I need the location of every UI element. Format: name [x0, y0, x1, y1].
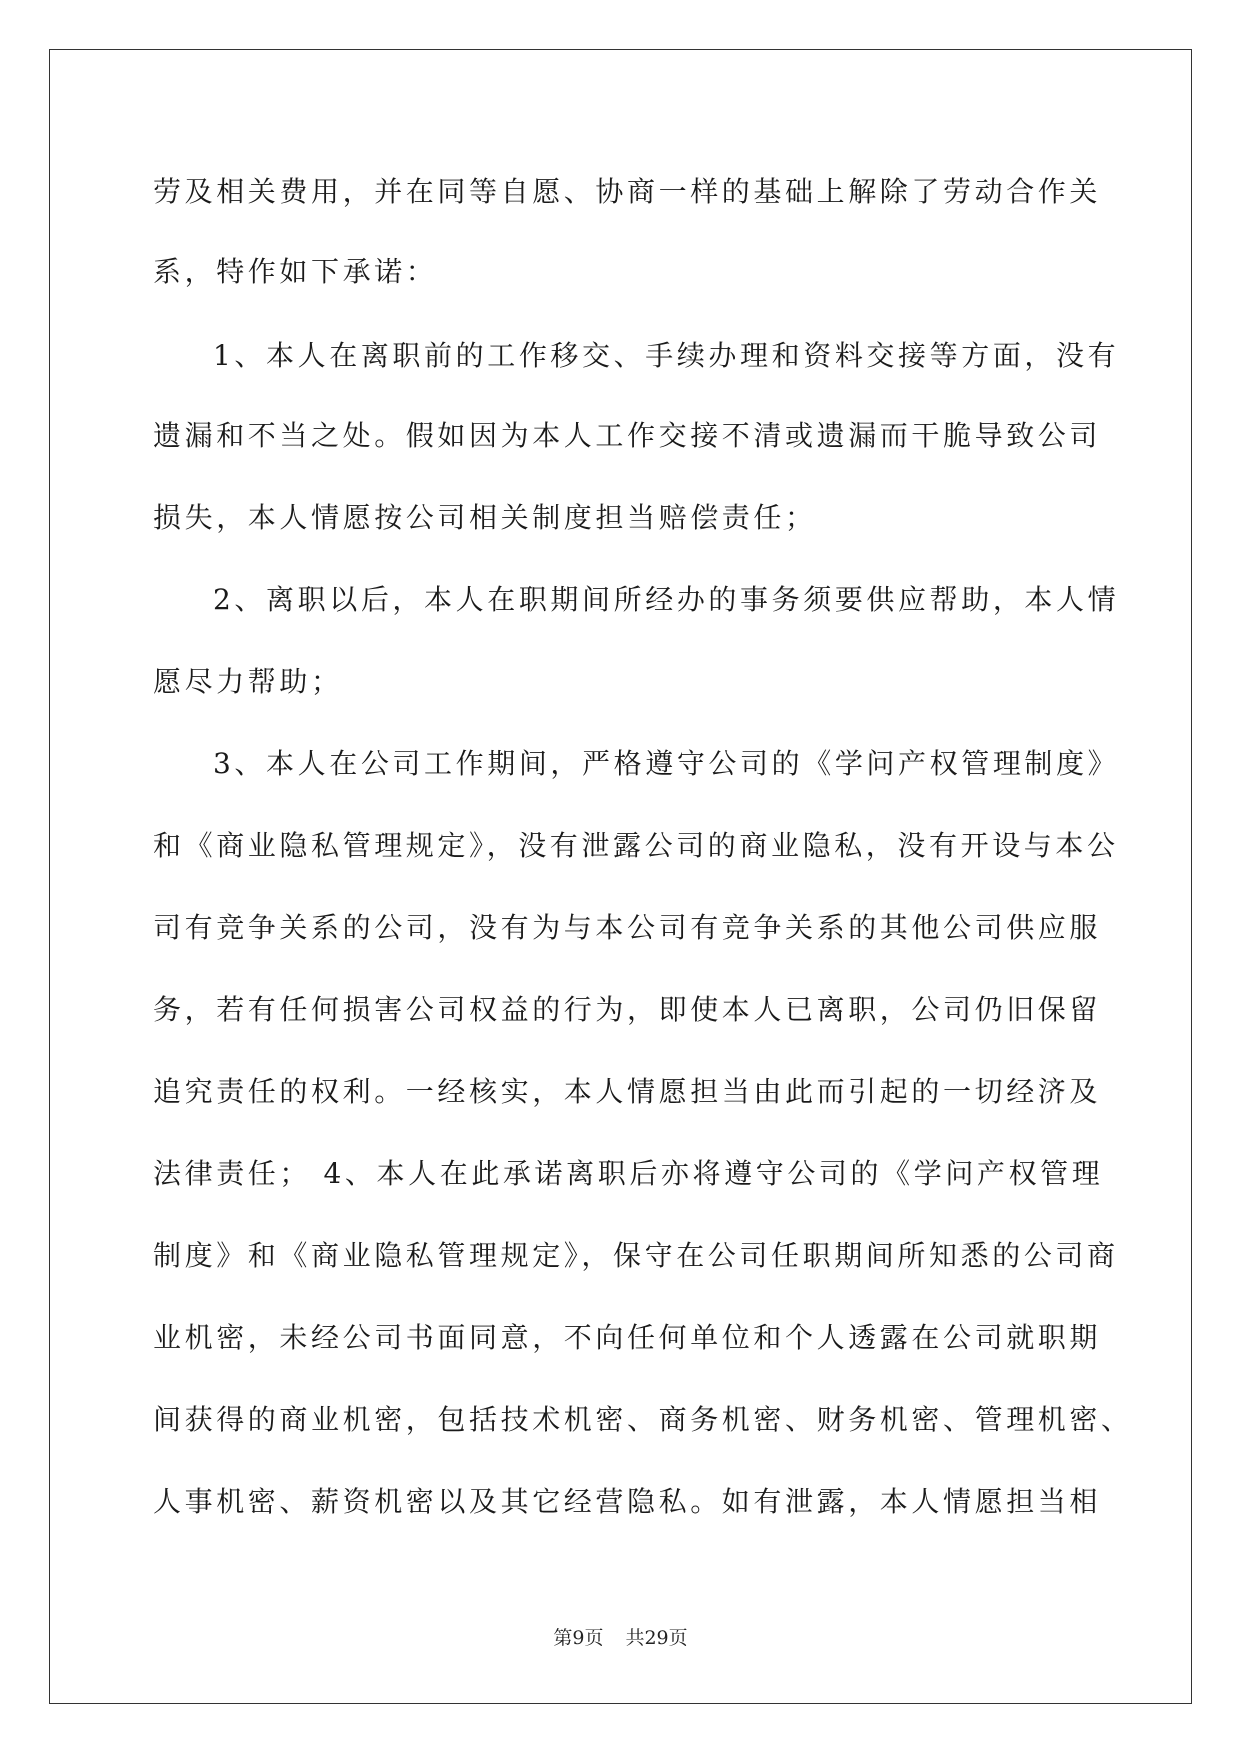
text-line: 1、本人在离职前的工作移交、手续办理和资料交接等方面，没有: [213, 339, 1120, 372]
text-line: 2、离职以后，本人在职期间所经办的事务须要供应帮助，本人情: [213, 583, 1120, 616]
text-line: 追究责任的权利。一经核实，本人情愿担当由此而引起的一切经济及: [153, 1075, 1102, 1108]
text-line: 司有竞争关系的公司，没有为与本公司有竞争关系的其他公司供应服: [153, 911, 1102, 944]
page-footer: [0, 1626, 1241, 1650]
text-line: 业机密，未经公司书面同意，不向任何单位和个人透露在公司就职期: [153, 1321, 1102, 1354]
total-pages-label: 共29页: [625, 1627, 688, 1649]
text-line: 遗漏和不当之处。假如因为本人工作交接不清或遗漏而干脆导致公司: [153, 419, 1102, 452]
text-line: 劳及相关费用，并在同等自愿、协商一样的基础上解除了劳动合作关: [153, 175, 1102, 208]
current-page-label: 第9页: [553, 1627, 604, 1649]
text-line: 系，特作如下承诺：: [153, 255, 438, 288]
text-line: 愿尽力帮助；: [153, 665, 343, 698]
text-line: 损失，本人情愿按公司相关制度担当赔偿责任；: [153, 501, 817, 534]
text-line: 法律责任； 4、本人在此承诺离职后亦将遵守公司的《学问产权管理: [153, 1157, 1104, 1190]
text-line: 3、本人在公司工作期间，严格遵守公司的《学问产权管理制度》: [213, 747, 1120, 780]
text-line: 制度》和《商业隐私管理规定》，保守在公司任职期间所知悉的公司商: [153, 1239, 1119, 1272]
text-line: 和《商业隐私管理规定》，没有泄露公司的商业隐私，没有开设与本公: [153, 829, 1119, 862]
text-line: 间获得的商业机密，包括技术机密、商务机密、财务机密、管理机密、: [153, 1403, 1133, 1436]
text-line: 务，若有任何损害公司权益的行为，即使本人已离职，公司仍旧保留: [153, 993, 1102, 1026]
text-line: 人事机密、薪资机密以及其它经营隐私。如有泄露，本人情愿担当相: [153, 1485, 1102, 1518]
